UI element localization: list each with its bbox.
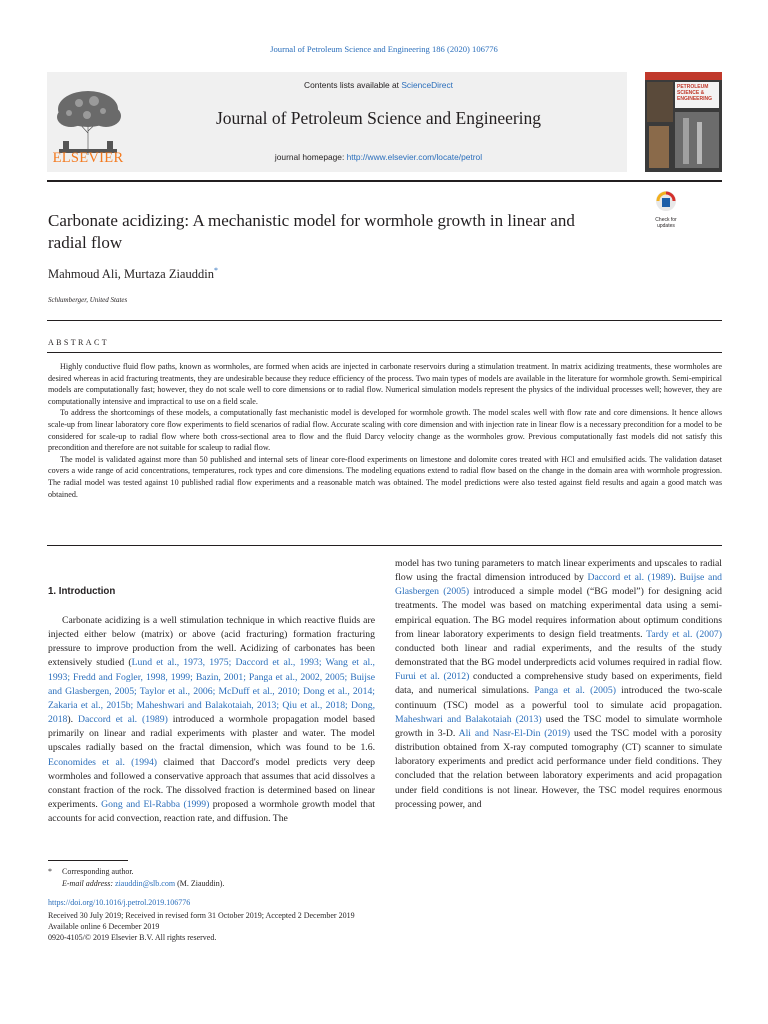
body-text: introduced the two-scale continuum (TSC) model as a powerful tool to simulate acid propagation.: [395, 685, 723, 711]
article-title: Carbonate acidizing: A mechanistic model for wormhole growth in linear and radial flow: [48, 211, 575, 252]
body-text: proposed a wormhole growth model that accounts for acid convection, reaction rate, and diffusion. The: [48, 799, 375, 825]
intro-paragraph: [48, 614, 375, 826]
sciencedirect-link[interactable]: ScienceDirect: [401, 80, 453, 90]
abstract-paragraph: Highly conductive fluid flow paths, known as wormholes, are formed when acids are injected in carbonate reservoirs during a stimulation treatment. In matrix acidizing treatments, these wormholes are desired whereas in acid fracturing treatments, they are undesirable because they reduce efficiency of the process. Two main types of models are available in the literature for wormhole growth. Semi-empirical models are computationally fast; however, they do not scale well to core dimensions or to radial flow. Numerical simulation models represent the physics of the individual processes well; however, they are computationally intensive and impractical to use on a field scale.: [48, 362, 722, 406]
abstract-heading: ABSTRACT: [48, 338, 109, 347]
abstract-body: [48, 361, 722, 500]
affiliation: Schlumberger, United States: [48, 296, 128, 304]
homepage-label: journal homepage:: [274, 152, 347, 162]
body-text: model has two tuning parameters to match linear experiments and upscales to radial flow using the fractal dimension introduced by: [395, 558, 722, 584]
abstract-paragraph: The model is validated against more than 50 published and internal sets of linear core-flood experiments on limestone and dolomite cores treated with HCl and emulsified acids. The validation dataset covers a wide range of acid concentrations, temperatures, rock types and core dimensions. The modeling equations extend to radial flow based on the change in the domain area with wormhole progression. The radial model was tested against 10 published radial flow experiments and a reasonable match was obtained. The model predictions were also tested against field results and again a good match was obtained.: [48, 454, 722, 499]
journal-citation[interactable]: Journal of Petroleum Science and Engineering 186 (2020) 106776: [270, 44, 498, 54]
body-text: conducted both linear and radial experiments, and the results of the study demonstrated that the BG model underpredicts acid volumes required in radial flow.: [395, 642, 722, 669]
abstract-heading-rule: [47, 352, 722, 353]
citation-link[interactable]: Daccord et al. (1989): [77, 714, 168, 726]
email-note: [62, 878, 392, 889]
citation-link[interactable]: Panga et al. (2005): [534, 685, 616, 697]
contents-line: [130, 80, 627, 90]
corresponding-author-note: [48, 866, 378, 877]
left-column-text: [48, 614, 375, 826]
author-list: [48, 266, 218, 282]
email-owner: (M. Ziauddin).: [175, 879, 225, 888]
doi-link[interactable]: https://doi.org/10.1016/j.petrol.2019.106776: [48, 898, 191, 907]
intro-paragraph-continued: [395, 557, 722, 812]
citation-link[interactable]: Buijse and Glasbergen (2005): [395, 572, 723, 598]
body-text: used the TSC model with a porosity distribution obtained from X-ray computed tomography (CT) scanner to simulate laboratory experiments and predict acid performance under field conditions. They concluded that the relation between laboratory experiments and acid propagation under field conditions is not linear. However, the TSC model requires enormous processing power, and: [395, 727, 722, 810]
abstract-top-rule: [47, 320, 722, 321]
citation-link[interactable]: Maheshwari and Balakotaiah (2013): [395, 713, 542, 725]
body-text: Carbonate acidizing is a well stimulation technique in which reactive fluids are injected either below (matrix) or above (acid fracturing) formation fracturing pressure to improve production from the well. Acidizing of carbonates has been extensively studied (: [48, 615, 375, 669]
received-dates: Received 30 July 2019; Received in revised form 31 October 2019; Accepted 2 December 2019: [48, 911, 355, 920]
cover-title: PETROLEUM SCIENCE & ENGINEERING: [677, 84, 713, 102]
footnote-star: *: [48, 867, 52, 876]
check-for-updates-icon: [648, 190, 684, 212]
citation-link[interactable]: Daccord et al. (1989): [587, 572, 674, 584]
check-for-updates-badge[interactable]: [648, 190, 684, 230]
body-text: ).: [67, 714, 78, 726]
homepage-link[interactable]: http://www.elsevier.com/locate/petrol: [346, 152, 483, 162]
corresponding-label: Corresponding author.: [62, 867, 134, 876]
corresponding-mark[interactable]: *: [213, 266, 218, 275]
elsevier-wordmark: ELSEVIER: [52, 150, 124, 166]
right-column-text: [395, 557, 722, 812]
abstract-paragraph: To address the shortcomings of these models, a computationally fast mechanistic model is developed for wormhole growth. The model scales well with flow rate and core dimensions. It hence allows scale-up from linear laboratory core flow experiments to field scenarios of radial flow. Accurate scaling with core dimension and with injection rate in linear flow is a necessary precondition for a model to be considered for scale-up to radial flow where both cross-sectional area to flow and the fluid Darcy velocity change as the wormholes grow. Previous computationally fast models did not satisfy this precondition and therefore are not suitable for scaleup to radial flow.: [48, 408, 722, 453]
body-text: .: [673, 572, 680, 584]
journal-cover-image: [645, 72, 722, 172]
abstract-bottom-rule: [47, 545, 722, 546]
copyright-line: 0920-4105/© 2019 Elsevier B.V. All rights reserved.: [48, 933, 217, 942]
contents-prefix: Contents lists available at: [304, 80, 402, 90]
citation-link[interactable]: Ali and Nasr-El-Din (2019): [458, 727, 571, 739]
citation-link[interactable]: Economides et al. (1994): [48, 756, 158, 768]
citation-link[interactable]: Tardy et al. (2007): [646, 628, 723, 640]
citation-link[interactable]: Furui et al. (2012): [395, 671, 470, 683]
citation-link[interactable]: Gong and El-Rabba (1999): [101, 799, 210, 811]
available-online-date: Available online 6 December 2019: [48, 922, 160, 931]
citation-link[interactable]: Lund et al., 1973, 1975; Daccord et al., 1993; Wang et al., 1993; Fredd and Fogler, 1998, 1999; Bazin, 2001; Panga et al., 2002, 2005; Buijse and Glasbergen, 2005; Taylor et al., 2006; McDuff et al., 2010; Dong et al., 2014; Zakaria et al., 2015b; Maheshwari and Balakotaiah, 2013; Qiu et al., 2018; Dong, 2018: [48, 657, 375, 726]
check-for-updates-label: Check for updates: [655, 217, 677, 229]
email-link[interactable]: ziauddin@slb.com: [115, 879, 176, 888]
body-text: conducted a comprehensive study based on experiments, field data, and numerical simulations.: [395, 671, 722, 697]
section-heading-introduction: 1. Introduction: [48, 586, 116, 597]
homepage-line: [130, 152, 627, 162]
email-label: E-mail address:: [62, 879, 116, 888]
author-names: Mahmoud Ali, Murtaza Ziauddin: [48, 267, 214, 282]
footnote-rule: [48, 860, 128, 861]
journal-title: Journal of Petroleum Science and Engineering: [215, 108, 542, 128]
header-divider: [47, 180, 722, 182]
body-text: claimed that Daccord's model predicts very deep wormholes and followed a conservative approach that assumes that acid dissolves a constant fraction of the rock. The dissolved fraction is determined based on linear experiments.: [48, 756, 375, 811]
body-text: introduced a simple model (“BG model”) for designing acid treatments. The model was based on matching experimental data using a semi-empirical equation. The BG model requires information about optimum conditions from linear laboratory experiments to design field treatments.: [395, 586, 722, 640]
body-text: used the TSC model to simulate wormhole growth in 3-D.: [395, 713, 722, 739]
body-text: introduced a wormhole propagation model based primarily on linear and radial experiments with plaster and water. The model upscales radially based on the fractal dimension, which was found to be 1.6.: [48, 714, 375, 754]
